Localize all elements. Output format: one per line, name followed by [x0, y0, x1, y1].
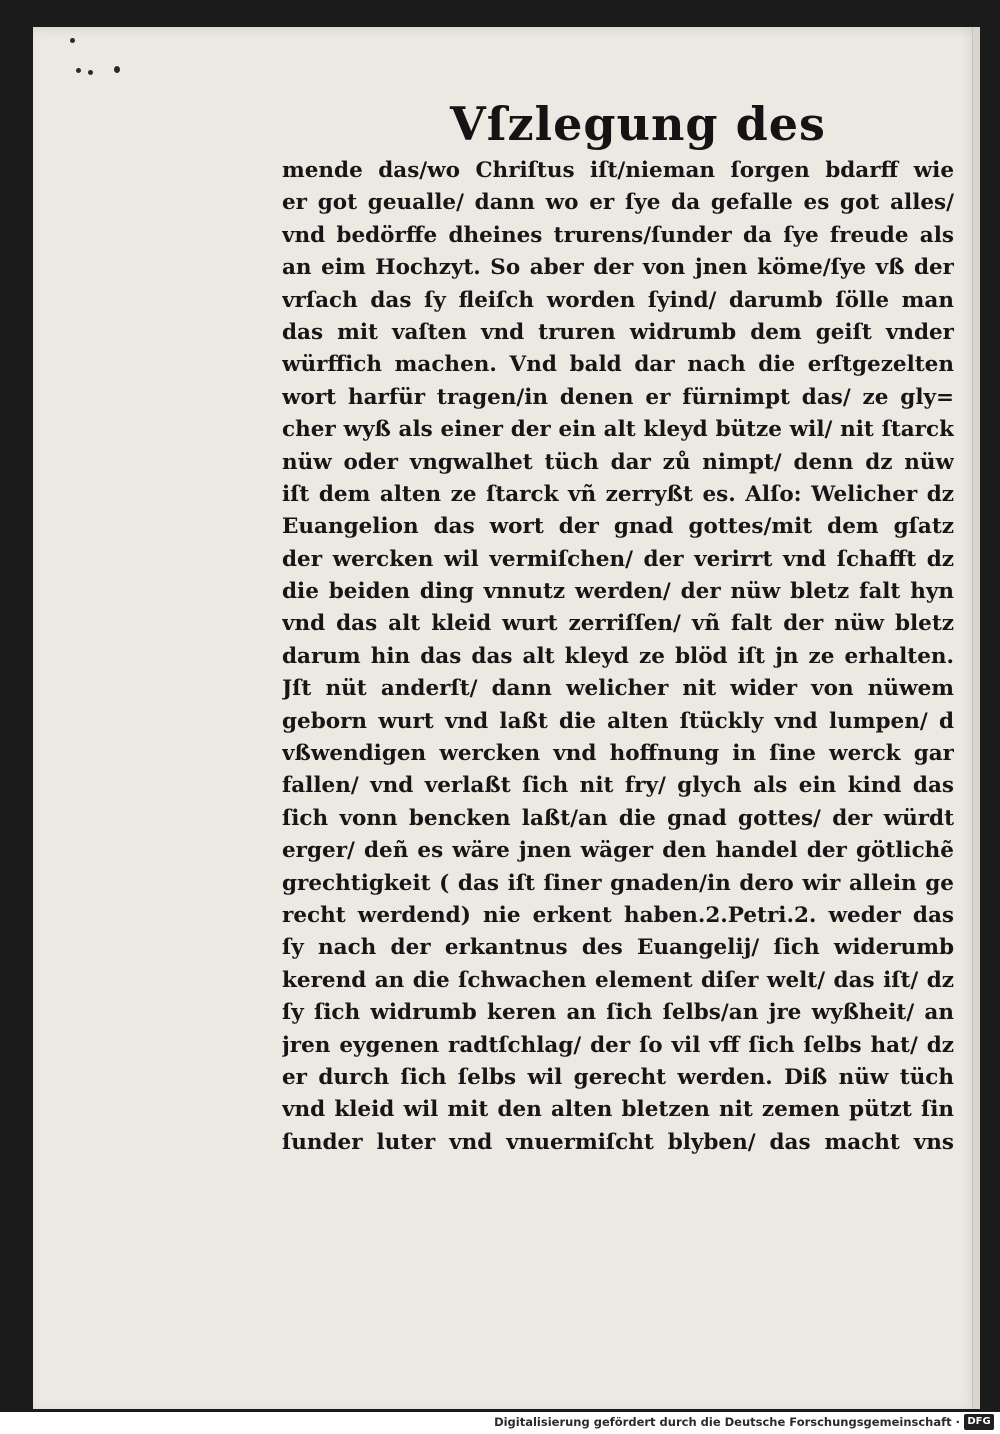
- text-line: jren eygenen radtſchlag/ der ſo vil vff ſich ſelbs hat/ dz: [282, 1032, 954, 1058]
- dfg-logo: DFG: [964, 1414, 994, 1430]
- text-line: ſich vonn bencken laßt/an die gnad gottes/ der würdt: [282, 805, 954, 831]
- text-line: darum hin das das alt kleyd ze blöd iſt jn ze erhalten.: [282, 643, 954, 669]
- text-line: vßwendigen wercken vnd hoffnung in ſine werck gar: [282, 741, 954, 767]
- text-line: wort harfür tragen/in denen er fürnimpt das/ ze gly=: [282, 384, 954, 410]
- text-line: an eim Hochzyt. So aber der von jnen köme/ſye vß der: [282, 255, 954, 281]
- body-text: [282, 155, 954, 1159]
- text-line: die beiden ding vnnutz werden/ der nüw bletz falt hyn: [282, 579, 954, 605]
- footer-bar: [0, 1412, 1000, 1434]
- text-line: er durch ſich ſelbs wil gerecht werden. Diß nüw tüch: [282, 1064, 954, 1090]
- text-line: recht werdend) nie erkent haben.2.Petri.2. weder das: [282, 902, 954, 928]
- text-line: vnd kleid wil mit den alten bletzen nit zemen pützt ſin: [282, 1097, 954, 1123]
- text-line: geborn wurt vnd laßt die alten ſtückly vnd lumpen/ d: [282, 708, 954, 734]
- text-line: würffich machen. Vnd bald dar nach die erſtgezelten: [282, 352, 954, 378]
- text-line: er got geualle/ dann wo er ſye da gefalle es got alles/: [282, 190, 954, 216]
- text-line: cher wyß als einer der ein alt kleyd bütze wil/ nit ſtarck: [282, 417, 954, 443]
- ink-dot: [114, 66, 120, 73]
- ink-dot: [76, 68, 81, 73]
- text-line: erger/ deñ es wäre jnen wäger den handel der götlichẽ: [282, 838, 954, 864]
- text-line: Jſt nüt anderſt/ dann welicher nit wider von nüwem: [282, 676, 954, 702]
- text-line: mende das/wo Chriſtus iſt/nieman ſorgen bdarff wie: [282, 158, 954, 183]
- text-line: fallen/ vnd verlaßt ſich nit fry/ glych als ein kind das: [282, 773, 954, 799]
- text-line: das mit vaſten vnd truren widrumb dem geiſt vnder: [282, 319, 954, 345]
- text-line: ſy nach der erkantnus des Euangelij/ ſich widerumb: [282, 935, 954, 961]
- text-line: ſy ſich widrumb keren an ſich ſelbs/an jre wyßheit/ an: [282, 1000, 954, 1026]
- text-line: grechtigkeit ( das iſt ſiner gnaden/in dero wir allein ge: [282, 870, 954, 896]
- text-line: iſt dem alten ze ſtarck vñ zerryßt es. Alſo: Welicher dz: [282, 481, 954, 507]
- running-head: Vſzlegung des: [450, 97, 826, 151]
- text-line: der wercken wil vermiſchen/ der verirrt vnd ſchafft dz: [282, 546, 954, 572]
- text-line: vnd bedörffe dheines trurens/ſunder da ſye freude als: [282, 222, 954, 248]
- text-line: Euangelion das wort der gnad gottes/mit dem gſatz: [282, 514, 954, 540]
- text-line: vrſach das ſy fleiſch worden ſyind/ darumb ſölle man: [282, 287, 954, 313]
- text-line: ſunder luter vnd vnuermiſcht blyben/ das macht vns: [282, 1129, 954, 1155]
- digitization-credit: Digitalisierung gefördert durch die Deutsche Forschungsgemeinschaft ·: [494, 1415, 960, 1429]
- text-line: vnd das alt kleid wurt zerriſſen/ vñ falt der nüw bletz: [282, 611, 954, 637]
- text-line: kerend an die ſchwachen element diſer welt/ das iſt/ dz: [282, 967, 954, 993]
- ink-dot: [88, 70, 93, 75]
- ink-dot: [70, 38, 75, 43]
- text-line: nüw oder vngwalhet tüch dar zů nimpt/ denn dz nüw: [282, 449, 954, 475]
- corner-ink-marks: [70, 38, 140, 88]
- page-edge: [972, 27, 980, 1409]
